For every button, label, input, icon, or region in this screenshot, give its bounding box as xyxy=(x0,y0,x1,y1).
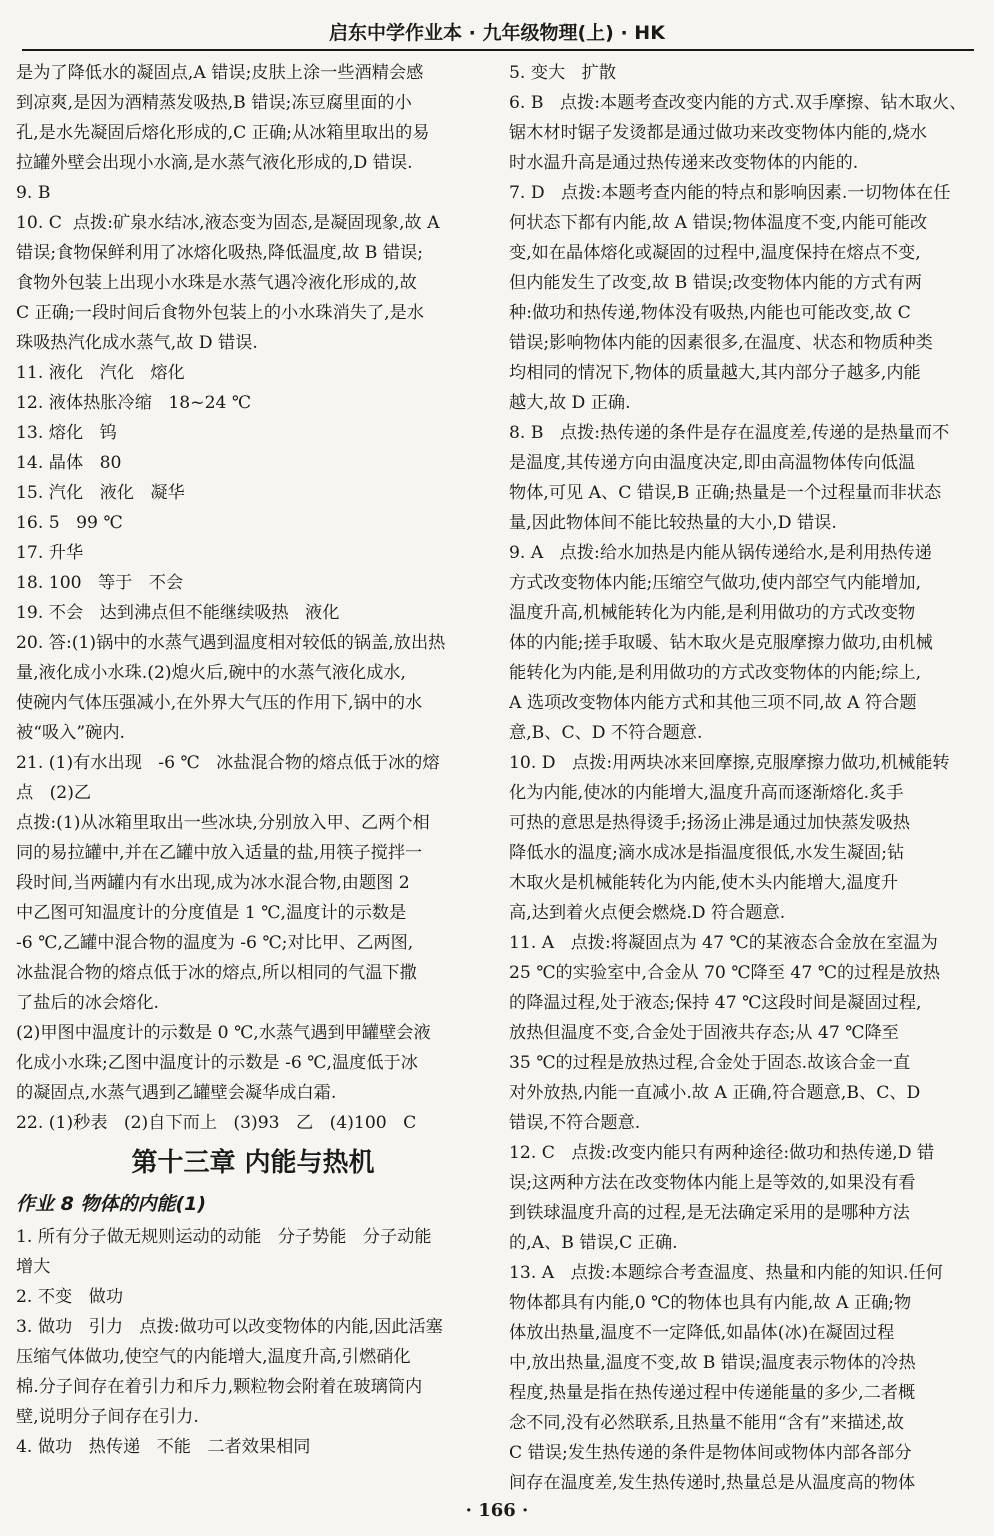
text-line: 11. 液化 汽化 熔化 xyxy=(16,363,185,383)
text-line: 意,B、C、D 不符合题意. xyxy=(509,723,703,743)
text-line: 错误,不符合题意. xyxy=(509,1113,641,1133)
text-line: 念不同,没有必然联系,且热量不能用“含有”来描述,故 xyxy=(509,1413,904,1433)
text-line: 的降温过程,处于液态;保持 47 ℃这段时间是凝固过程, xyxy=(509,993,922,1013)
text-line: 25 ℃的实验室中,合金从 70 ℃降至 47 ℃的过程是放热 xyxy=(509,963,941,983)
text-line: 棉.分子间存在着引力和斥力,颗粒物会附着在玻璃筒内 xyxy=(16,1377,423,1397)
text-line: 时水温升高是通过热传递来改变物体的内能的. xyxy=(509,153,859,173)
text-line: 但内能发生了改变,故 B 错误;改变物体内能的方式有两 xyxy=(509,273,922,293)
text-line: 使碗内气体压强减小,在外界大气压的作用下,锅中的水 xyxy=(16,693,423,713)
text-line: 珠吸热汽化成水蒸气,故 D 错误. xyxy=(16,333,258,353)
text-line: 12. 液体热胀冷缩 18~24 ℃ xyxy=(16,393,252,413)
text-line: 间存在温度差,发生热传递时,热量总是从温度高的物体 xyxy=(509,1473,916,1493)
text-line: 压缩气体做功,使空气的内能增大,温度升高,引燃硝化 xyxy=(16,1347,411,1367)
text-line: 食物外包装上出现小水珠是水蒸气遇冷液化形成的,故 xyxy=(16,273,417,293)
chapter-title: 第十三章 内能与热机 xyxy=(131,1148,375,1178)
text-line: 量,液化成小水珠.(2)熄火后,碗中的水蒸气液化成水, xyxy=(16,663,406,683)
text-line: 2. 不变 做功 xyxy=(16,1287,124,1307)
text-line: 14. 晶体 80 xyxy=(16,453,122,473)
text-line: -6 ℃,乙罐中混合物的温度为 -6 ℃;对比甲、乙两图, xyxy=(16,933,414,953)
text-line: 17. 升华 xyxy=(16,543,84,563)
text-line: 孔,是水先凝固后熔化形成的,C 正确;从冰箱里取出的易 xyxy=(16,123,430,143)
text-line: 点拨:(1)从冰箱里取出一些冰块,分别放入甲、乙两个相 xyxy=(16,813,430,833)
text-line: 10. C 点拨:矿泉水结冰,液态变为固态,是凝固现象,故 A xyxy=(16,213,440,233)
text-line: 到凉爽,是因为酒精蒸发吸热,B 错误;冻豆腐里面的小 xyxy=(16,93,412,113)
text-line: 冰盐混合物的熔点低于冰的熔点,所以相同的气温下撒 xyxy=(16,963,417,983)
text-line: 化为内能,使冰的内能增大,温度升高而逐渐熔化.炙手 xyxy=(509,783,904,803)
text-line: 1. 所有分子做无规则运动的动能 分子势能 分子动能 xyxy=(16,1227,432,1247)
text-line: 4. 做功 热传递 不能 二者效果相同 xyxy=(16,1437,311,1457)
right-lines xyxy=(509,58,971,1498)
text-line: 化成小水珠;乙图中温度计的示数是 -6 ℃,温度低于冰 xyxy=(16,1053,418,1073)
right-column xyxy=(509,58,971,1498)
text-line: 6. B 点拨:本题考查改变内能的方式.双手摩擦、钻木取火、 xyxy=(509,93,967,113)
text-line: 是温度,其传递方向由温度决定,即由高温物体传向低温 xyxy=(509,453,916,473)
left-lines xyxy=(16,58,490,1138)
text-line: 9. B xyxy=(16,183,51,203)
text-line: 点 (2)乙 xyxy=(16,783,92,803)
text-line: 体放出热量,温度不一定降低,如晶体(冰)在凝固过程 xyxy=(509,1323,895,1343)
text-line: 21. (1)有水出现 -6 ℃ 冰盐混合物的熔点低于冰的熔 xyxy=(16,753,440,773)
text-line: 种:做功和热传递,物体没有吸热,内能也可能改变,故 C xyxy=(509,303,911,323)
text-line: 11. A 点拨:将凝固点为 47 ℃的某液态合金放在室温为 xyxy=(509,933,938,953)
text-line: 段时间,当两罐内有水出现,成为冰水混合物,由题图 2 xyxy=(16,873,410,893)
text-line: 5. 变大 扩散 xyxy=(509,63,617,83)
text-line: 放热但温度不变,合金处于固液共存态;从 47 ℃降至 xyxy=(509,1023,899,1043)
text-line: 22. (1)秒表 (2)自下而上 (3)93 乙 (4)100 C xyxy=(16,1113,417,1133)
homework-title: 作业 8 物体的内能(1) xyxy=(16,1193,207,1215)
text-line: C 正确;一段时间后食物外包装上的小水珠消失了,是水 xyxy=(16,303,424,323)
left-column xyxy=(16,58,490,1462)
running-header: 启东中学作业本 · 九年级物理(上) · HK xyxy=(329,22,665,44)
text-line: 8. B 点拨:热传递的条件是存在温度差,传递的是热量而不 xyxy=(509,423,950,443)
text-line: 13. 熔化 钨 xyxy=(16,423,117,443)
text-line: 9. A 点拨:给水加热是内能从锅传递给水,是利用热传递 xyxy=(509,543,932,563)
text-line: 10. D 点拨:用两块冰来回摩擦,克服摩擦力做功,机械能转 xyxy=(509,753,950,773)
text-line: 的凝固点,水蒸气遇到乙罐壁会凝华成白霜. xyxy=(16,1083,337,1103)
text-line: 同的易拉罐中,并在乙罐中放入适量的盐,用筷子搅拌一 xyxy=(16,843,423,863)
text-line: 方式改变物体内能;压缩空气做功,使内部空气内能增加, xyxy=(509,573,922,593)
header-rule xyxy=(22,49,974,51)
text-line: (2)甲图中温度计的示数是 0 ℃,水蒸气遇到甲罐壁会液 xyxy=(16,1023,431,1043)
text-line: 20. 答:(1)锅中的水蒸气遇到温度相对较低的锅盖,放出热 xyxy=(16,633,446,653)
text-line: 中乙图可知温度计的分度值是 1 ℃,温度计的示数是 xyxy=(16,903,407,923)
text-line: 均相同的情况下,物体的质量越大,其内部分子越多,内能 xyxy=(509,363,921,383)
text-line: 温度升高,机械能转化为内能,是利用做功的方式改变物 xyxy=(509,603,916,623)
text-line: 可热的意思是热得烫手;扬汤止沸是通过加快蒸发吸热 xyxy=(509,813,911,833)
text-line: 何状态下都有内能,故 A 错误;物体温度不变,内能可能改 xyxy=(509,213,928,233)
text-line: 对外放热,内能一直减小.故 A 正确,符合题意,B、C、D xyxy=(509,1083,921,1103)
text-line: 被“吸入”碗内. xyxy=(16,723,125,743)
text-line: 3. 做功 引力 点拨:做功可以改变物体的内能,因此活塞 xyxy=(16,1317,443,1337)
text-line: 是为了降低水的凝固点,A 错误;皮肤上涂一些酒精会感 xyxy=(16,63,424,83)
text-line: 量,因此物体间不能比较热量的大小,D 错误. xyxy=(509,513,837,533)
text-line: 到铁球温度升高的过程,是无法确定采用的是哪种方法 xyxy=(509,1203,910,1223)
text-line: 锯木材时锯子发烫都是通过做功来改变物体内能的,烧水 xyxy=(509,123,927,143)
text-line: 降低水的温度;滴水成冰是指温度很低,水发生凝固;钻 xyxy=(509,843,905,863)
text-line: 的,A、B 错误,C 正确. xyxy=(509,1233,678,1253)
page-number: · 166 · xyxy=(465,1500,529,1521)
text-line: 木取火是机械能转化为内能,使木头内能增大,温度升 xyxy=(509,873,899,893)
text-line: 体的内能;搓手取暖、钻木取火是克服摩擦力做功,由机械 xyxy=(509,633,933,653)
text-line: 18. 100 等于 不会 xyxy=(16,573,184,593)
text-line: 16. 5 99 ℃ xyxy=(16,513,123,533)
text-line: 物体,可见 A、C 错误,B 正确;热量是一个过程量而非状态 xyxy=(509,483,942,503)
text-line: 19. 不会 达到沸点但不能继续吸热 液化 xyxy=(16,603,340,623)
text-line: 能转化为内能,是利用做功的方式改变物体的内能;综上, xyxy=(509,663,922,683)
text-line: 12. C 点拨:改变内能只有两种途径:做功和热传递,D 错 xyxy=(509,1143,935,1163)
text-line: 错误;影响物体内能的因素很多,在温度、状态和物质种类 xyxy=(509,333,933,353)
text-line: 壁,说明分子间存在引力. xyxy=(16,1407,199,1427)
text-line: A 选项改变物体内能方式和其他三项不同,故 A 符合题 xyxy=(509,693,917,713)
text-line: 物体都具有内能,0 ℃的物体也具有内能,故 A 正确;物 xyxy=(509,1293,912,1313)
text-line: 了盐后的冰会熔化. xyxy=(16,993,159,1013)
text-line: C 错误;发生热传递的条件是物体间或物体内部各部分 xyxy=(509,1443,912,1463)
text-line: 7. D 点拨:本题考查内能的特点和影响因素.一切物体在任 xyxy=(509,183,951,203)
text-line: 拉罐外壁会出现小水滴,是水蒸气液化形成的,D 错误. xyxy=(16,153,413,173)
text-line: 增大 xyxy=(16,1257,51,1277)
text-line: 越大,故 D 正确. xyxy=(509,393,631,413)
text-line: 35 ℃的过程是放热过程,合金处于固态.故该合金一直 xyxy=(509,1053,911,1073)
text-line: 15. 汽化 液化 凝华 xyxy=(16,483,185,503)
text-line: 高,达到着火点便会燃烧.D 符合题意. xyxy=(509,903,786,923)
text-line: 变,如在晶体熔化或凝固的过程中,温度保持在熔点不变, xyxy=(509,243,921,263)
text-line: 13. A 点拨:本题综合考查温度、热量和内能的知识.任何 xyxy=(509,1263,943,1283)
text-line: 错误;食物保鲜利用了冰熔化吸热,降低温度,故 B 错误; xyxy=(16,243,424,263)
left-lines-after xyxy=(16,1222,490,1462)
text-line: 程度,热量是指在热传递过程中传递能量的多少,二者概 xyxy=(509,1383,916,1403)
text-line: 误;这两种方法在改变物体内能上是等效的,如果没有看 xyxy=(509,1173,916,1193)
text-line: 中,放出热量,温度不变,故 B 错误;温度表示物体的冷热 xyxy=(509,1353,916,1373)
